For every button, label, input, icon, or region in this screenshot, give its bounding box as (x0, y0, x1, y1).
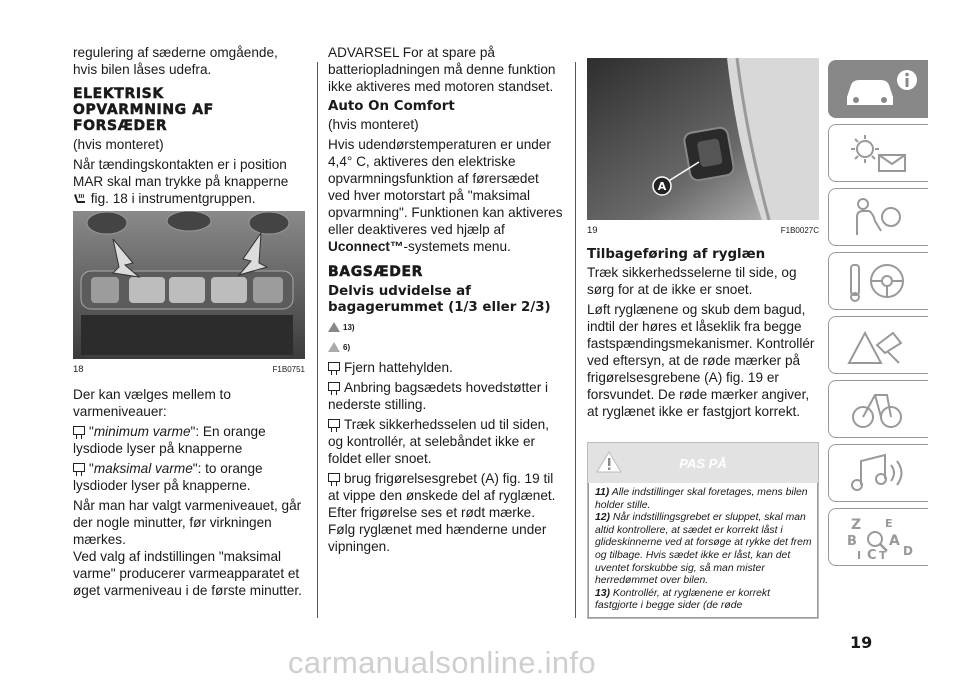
bullet-icon (328, 362, 340, 371)
seatback-lever-illustration (587, 58, 819, 220)
svg-text:E: E (885, 517, 893, 530)
svg-text:Z: Z (851, 517, 862, 533)
para-lift-backrest: Løft ryglænene og skub dem bagud, indtil der høres et låseklik fra begge fastspændingsmekanismer. Kontrollér ved eftersyn, at de røde mærker på frigørelsesgrebene (A) fig. 19 er forsvundet. De røde mærker angiver, at ryglænet ikke er fastgjort korrekt. (587, 302, 815, 419)
list-item: brug frigørelsesgrebet (A) fig. 19 til at vippe den ønskede del af ryglænet. (328, 470, 556, 503)
auto-on-text: Hvis udendørstemperaturen er under 4,4° C, aktiveres den elektriske opvarmningsfunktion af førersædet ved hver motorstart på "maksimal opvarmning". Funktionen kan aktiveres eller deaktiveres ved hjælp af Uconnect™-systemets menu. (328, 137, 563, 254)
figure-18-photo (73, 211, 305, 359)
para-after-release: Efter frigørelse ses et rødt mærke. Følg ryglænet med hænderne under vipningen. (328, 504, 547, 554)
list-item: Fjern hattehylden. (328, 359, 564, 376)
warning-triangle-icon (596, 451, 622, 473)
if-fitted: (hvis monteret) (328, 117, 419, 132)
caution-title: PAS PÅ (679, 455, 727, 471)
heading-split-extension: Delvis udvidelse af bagagerummet (1/3 eller 2/3) (328, 284, 551, 315)
tab-multimedia[interactable] (828, 444, 928, 502)
caution-box (587, 442, 819, 619)
tab-car-info[interactable] (828, 60, 928, 118)
svg-text:B: B (847, 534, 857, 549)
airbag-safety-icon (841, 195, 921, 239)
column-right (587, 44, 819, 619)
column-divider (317, 62, 318, 618)
para-buttons: Når tændingskontakten er i position MAR skal man trykke på knapperne fig. 18 i instrumentgruppen. (73, 157, 289, 206)
dashboard-buttons-illustration (73, 211, 305, 359)
bullet-icon (328, 473, 340, 482)
svg-text:I: I (857, 549, 862, 561)
heading-rear-seats: BAGSÆDER (328, 264, 424, 280)
bullet-icon (328, 419, 340, 428)
intro-text: regulering af sæderne omgående, hvis bilen låses udefra. (73, 45, 278, 77)
caution-note: 12) Når indstillingsgrebet er sluppet, skal man altid kontrollere, at sædet er korrekt låst i glideskinnerne ved at forsøge at rykke det frem og tilbage. Hvis sædet ikke er låst, kan det uventet forskubbe sig, så man mister herredømmet over bilen. (595, 512, 812, 587)
svg-text:D: D (903, 544, 913, 558)
list-item: Træk sikkerhedsselen ud til siden, og kontrollér, at selebåndet ikke er foldet eller snoet. (328, 416, 550, 466)
para-max: Ved valg af indstillingen "maksimal varme" producerer varmeapparatet et øget varmeniveau i de første minutter. (73, 549, 302, 598)
multimedia-icon (841, 451, 921, 495)
callout-a-label: A (657, 180, 667, 193)
caution-body (588, 483, 818, 618)
caution-header (588, 443, 818, 483)
svg-text:T: T (879, 549, 887, 561)
start-driving-icon (841, 259, 921, 303)
maintenance-icon (841, 387, 921, 431)
column-left (73, 44, 305, 602)
heading-seatback-return: Tilbageføring af ryglæn (587, 247, 766, 262)
column-divider (575, 62, 576, 618)
tab-warning-lights[interactable] (828, 124, 928, 182)
para-levels: Der kan vælges mellem to varmeniveauer: (73, 387, 231, 419)
bullet-icon (73, 463, 85, 472)
tab-emergency[interactable] (828, 316, 928, 374)
column-middle (328, 44, 564, 558)
heading-auto-on-comfort: Auto On Comfort (328, 99, 455, 114)
para-belts: Træk sikkerhedsselerne til side, og sørg for at de ikke er snoet. (587, 265, 797, 297)
tab-maintenance[interactable] (828, 380, 928, 438)
tab-index[interactable] (828, 508, 928, 566)
index-icon (841, 515, 921, 561)
bullet-icon (328, 382, 340, 391)
svg-text:C: C (867, 548, 877, 561)
list-item: Anbring bagsædets hovedstøtter i nederste stilling. (328, 379, 549, 412)
if-fitted: (hvis monteret) (73, 137, 164, 152)
page-number: 19 (850, 633, 873, 652)
tab-safety[interactable] (828, 188, 928, 246)
emergency-icon (841, 323, 921, 367)
svg-text:A: A (889, 533, 900, 549)
heading-electric-heating: ELEKTRISK OPVARMNING AF FORSÆDER (73, 86, 214, 134)
caution-triangle-icon (328, 342, 340, 352)
chapter-tabs (828, 60, 928, 572)
seat-heater-icon (73, 193, 87, 205)
list-item-min-heat: "minimum varme": En orange lysdiode lyser på knapperne (73, 424, 266, 456)
warning-text: ADVARSEL For at spare på batteriopladningen må denne funktion ikke aktiveres med motoren standset. (328, 45, 556, 94)
tab-start-driving[interactable] (828, 252, 928, 310)
warning-triangle-icon (328, 322, 340, 332)
figure-19-photo (587, 58, 819, 220)
list-item-max-heat: "maksimal varme": to orange lysdioder lyser på knapperne. (73, 461, 263, 493)
para-delay: Når man har valgt varmeniveauet, går der nogle minutter, før virkningen mærkes. (73, 498, 302, 547)
figure-18-caption: 18 F1B0751 (73, 364, 305, 375)
figure-19-caption: 19 F1B0027C (587, 225, 819, 236)
watermark: carmanualsonline.info (288, 645, 596, 680)
car-info-icon (841, 67, 921, 111)
caution-note: 13) Kontrollér, at ryglænene er korrekt fastgjorte i begge sider (de røde (595, 587, 771, 612)
bullet-icon (73, 426, 85, 435)
caution-note: 11) Alle indstillinger skal foretages, mens bilen holder stille. (595, 487, 808, 511)
reference-row: 6) (328, 338, 564, 356)
warning-lights-icon (841, 131, 921, 175)
reference-row: 13) (328, 318, 564, 336)
